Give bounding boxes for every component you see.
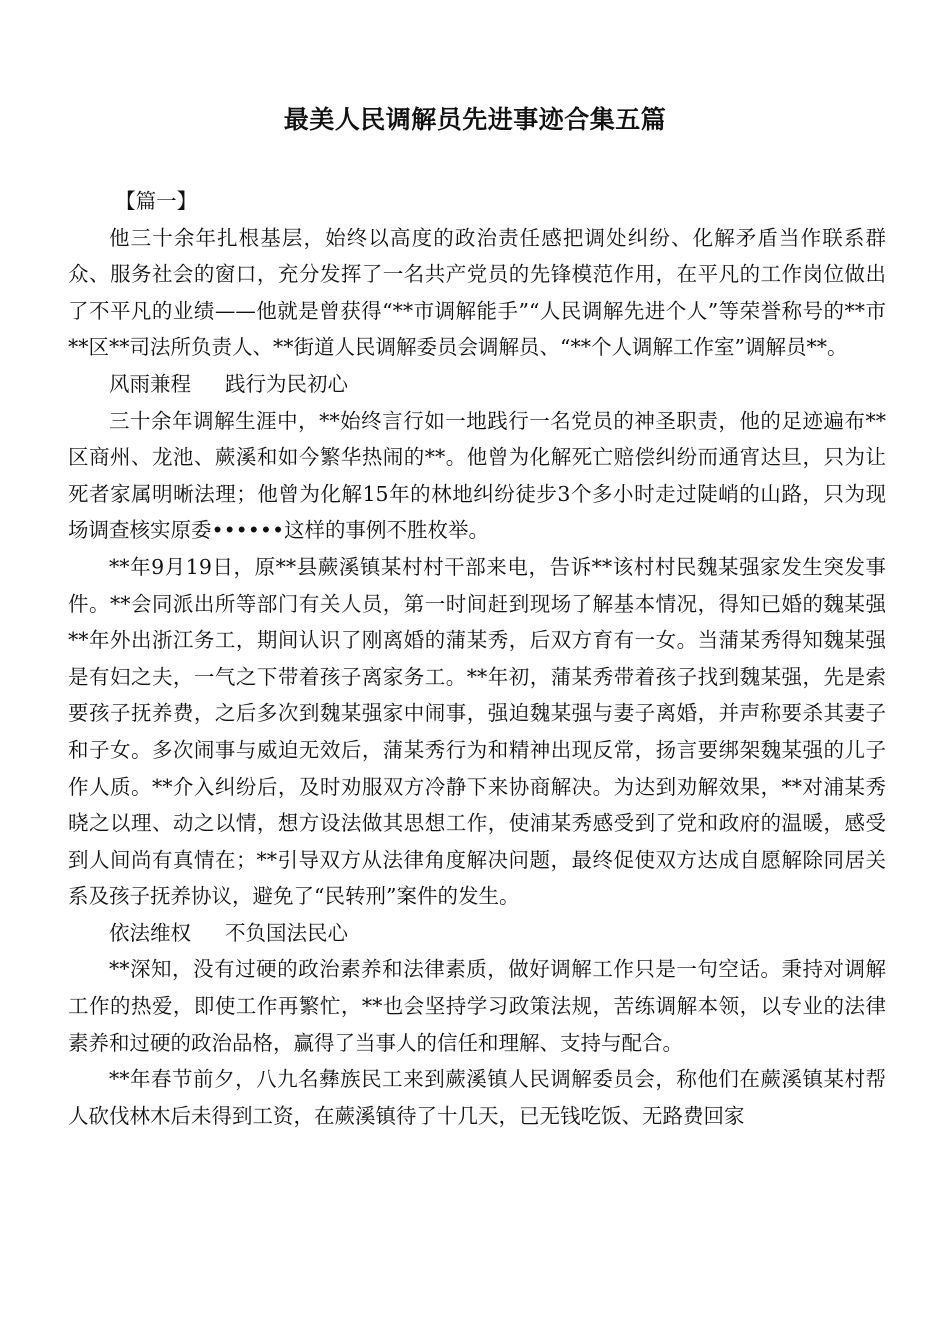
subhead-2-left: 依法维权 — [109, 920, 191, 945]
subhead-1-left: 风雨兼程 — [109, 371, 191, 396]
paragraph-3: **年9月19日，原**县蕨溪镇某村村干部来电，告诉**该村村民魏某强家发生突发事件。**会同派出所等部门有关人员，第一时间赶到现场了解基本情况，得知已婚的魏某强**年外出浙江务工，期间认识了刚离婚的蒲某秀，后双方育有一女。当蒲某秀得知魏某强是有妇之夫，一气之下带着孩子离家务工。**年初，蒲某秀带着孩子找到魏某强，先是索要孩子抚养费，之后多次到魏某强家中闹事，强迫魏某强与妻子离婚，并声称要杀其妻子和子女。多次闹事与威迫无效后，蒲某秀行为和精神出现反常，扬言要绑架魏某强的儿子作人质。**介入纠纷后，及时劝服双方冷静下来协商解决。为达到劝解效果，**对浦某秀晓之以理、动之以情，想方设法做其思想工作，使浦某秀感受到了党和政府的温暖，感受到人间尚有真情在；**引导双方从法律角度解决问题，最终促使双方达成自愿解除同居关系及孩子抚养协议，避免了“民转刑”案件的发生。 — [68, 554, 886, 909]
paragraph-4: **深知，没有过硬的政治素养和法律素质，做好调解工作只是一句空话。秉持对调解工作的热爱，即使工作再繁忙，**也会坚持学习政策法规，苦练调解本领，以专业的法律素养和过硬的政治品格，赢得了当事人的信任和理解、支持与配合。 — [68, 957, 886, 1055]
subhead-1-right: 践行为民初心 — [225, 371, 348, 396]
subhead-1 — [68, 366, 886, 403]
paragraph-1: 他三十余年扎根基层，始终以高度的政治责任感把调处纠纷、化解矛盾当作联系群众、服务社会的窗口，充分发挥了一名共产党员的先锋模范作用，在平凡的工作岗位做出了不平凡的业绩——他就是曾获得“**市调解能手”“人民调解先进个人”等荣誉称号的**市**区**司法所负责人、**街道人民调解委员会调解员、“**个人调解工作室”调解员**。 — [68, 225, 886, 360]
document-body — [68, 183, 886, 1134]
subhead-2-right: 不负国法民心 — [225, 920, 348, 945]
section-label: 【篇一】 — [115, 189, 198, 213]
paragraph-2: 三十余年调解生涯中，**始终言行如一地践行一名党员的神圣职责，他的足迹遍布**区商州、龙池、蕨溪和如今繁华热闹的**。他曾为化解死亡赔偿纠纷而通宵达旦，只为让死者家属明晰法理；他曾为化解15年的林地纠纷徒步3个多小时走过陡峭的山路，只为现场调查核实原委••••••这样的事例不胜枚举。 — [68, 408, 886, 543]
subhead-2 — [68, 915, 886, 952]
paragraph-5: **年春节前夕，八九名彝族民工来到蕨溪镇人民调解委员会，称他们在蕨溪镇某村帮人砍伐林木后未得到工资，在蕨溪镇待了十几天，已无钱吃饭、无路费回家 — [68, 1067, 886, 1128]
document-title: 最美人民调解员先进事迹合集五篇 — [283, 105, 667, 134]
